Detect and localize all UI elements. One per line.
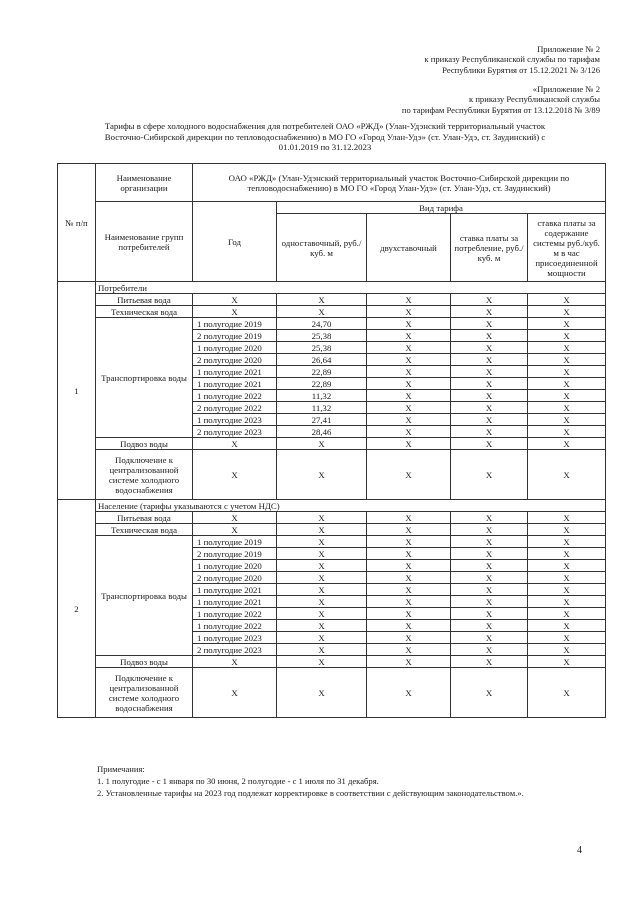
x-mark: Х (367, 366, 451, 378)
table-row (58, 318, 606, 330)
document-title (60, 121, 590, 153)
x-mark: Х (528, 596, 606, 608)
x-mark: Х (193, 306, 277, 318)
appendix-header (424, 44, 600, 75)
header-single-rate: одноставочный, руб./ куб. м (277, 214, 367, 282)
x-mark: Х (277, 632, 367, 644)
x-mark: Х (277, 620, 367, 632)
x-mark: Х (367, 306, 451, 318)
table-row (58, 294, 606, 306)
x-mark: Х (367, 450, 451, 500)
x-mark: Х (367, 330, 451, 342)
x-mark: Х (451, 668, 528, 718)
x-mark: Х (451, 402, 528, 414)
header-consumer-group: Наименование групп потребителей (96, 202, 193, 282)
x-mark: Х (451, 438, 528, 450)
single-rate-value: 22,89 (277, 366, 367, 378)
organization-name: ОАО «РЖД» (Улан-Удэнский территориальный участок Восточно-Сибирской дирекции по тепловодоснабжению) в МО ГО «Город Улан-Удэ» (ст. Улан-Удэ, ст. Заудинский) (193, 164, 606, 202)
row-label-connection: Подключение к централизованной системе холодного водоснабжения (96, 450, 193, 500)
period-cell: 1 полугодие 2021 (193, 596, 277, 608)
single-rate-value: 22,89 (277, 378, 367, 390)
header-two-rate: двухставочный (367, 214, 451, 282)
title-line: Восточно-Сибирской дирекции по тепловодоснабжению) в МО ГО «Город Улан-Удэ» (ст. Улан-Удэ, ст. Заудинский) с (104, 131, 546, 142)
x-mark: Х (528, 608, 606, 620)
x-mark: Х (451, 548, 528, 560)
x-mark: Х (528, 390, 606, 402)
x-mark: Х (367, 342, 451, 354)
table-row (58, 438, 606, 450)
row-label-water-transport: Транспортировка воды (96, 318, 193, 438)
x-mark: Х (277, 572, 367, 584)
page-number: 4 (577, 845, 582, 856)
consumer-group-label: Население (тарифы указываются с учетом НДС) (96, 500, 606, 512)
x-mark: Х (367, 608, 451, 620)
x-mark: Х (528, 366, 606, 378)
x-mark: Х (367, 656, 451, 668)
table-row (58, 536, 606, 548)
header-tariff-type: Вид тарифа (277, 202, 606, 214)
original-appendix-header (402, 84, 600, 115)
section-population (58, 500, 606, 718)
note-item: 2. Установленные тарифы на 2023 год подлежат корректировке в соответствии с действующим законодательством.». (97, 788, 524, 798)
x-mark: Х (277, 668, 367, 718)
title-line: 01.01.2019 по 31.12.2023 (278, 142, 372, 153)
x-mark: Х (277, 596, 367, 608)
x-mark: Х (277, 306, 367, 318)
x-mark: Х (451, 450, 528, 500)
period-cell: 2 полугодие 2020 (193, 572, 277, 584)
x-mark: Х (528, 354, 606, 366)
single-rate-value: 25,38 (277, 330, 367, 342)
row-label-technical-water: Техническая вода (96, 524, 193, 536)
x-mark: Х (528, 342, 606, 354)
x-mark: Х (451, 366, 528, 378)
period-cell: 1 полугодие 2021 (193, 584, 277, 596)
x-mark: Х (277, 536, 367, 548)
x-mark: Х (277, 560, 367, 572)
single-rate-value: 28,46 (277, 426, 367, 438)
single-rate-value: 27,41 (277, 414, 367, 426)
period-cell: 1 полугодие 2021 (193, 366, 277, 378)
title-line: Тарифы в сфере холодного водоснабжения для потребителей ОАО «РЖД» (Улан-Удэнский территориальный участок (104, 121, 546, 131)
x-mark: Х (367, 378, 451, 390)
x-mark: Х (277, 584, 367, 596)
x-mark: Х (367, 438, 451, 450)
table-row (58, 500, 606, 512)
period-cell: 1 полугодие 2019 (193, 536, 277, 548)
appendix-header-line: по тарифам Республики Бурятия от 13.12.2018 № 3/89 (401, 104, 600, 115)
x-mark: Х (367, 536, 451, 548)
appendix-header-line: «Приложение № 2 (532, 84, 600, 94)
x-mark: Х (451, 644, 528, 656)
x-mark: Х (528, 306, 606, 318)
x-mark: Х (451, 342, 528, 354)
x-mark: Х (367, 294, 451, 306)
x-mark: Х (451, 390, 528, 402)
x-mark: Х (528, 572, 606, 584)
row-label-water-delivery: Подвоз воды (96, 438, 193, 450)
appendix-header-line: к приказу Республиканской службы (469, 94, 600, 105)
x-mark: Х (528, 644, 606, 656)
x-mark: Х (367, 402, 451, 414)
x-mark: Х (367, 644, 451, 656)
x-mark: Х (451, 354, 528, 366)
single-rate-value: 25,38 (277, 342, 367, 354)
x-mark: Х (528, 402, 606, 414)
x-mark: Х (451, 536, 528, 548)
row-label-water-delivery: Подвоз воды (96, 656, 193, 668)
x-mark: Х (277, 450, 367, 500)
period-cell: 1 полугодие 2023 (193, 414, 277, 426)
x-mark: Х (528, 426, 606, 438)
x-mark: Х (451, 584, 528, 596)
single-rate-value: 24,70 (277, 318, 367, 330)
x-mark: Х (528, 414, 606, 426)
x-mark: Х (528, 294, 606, 306)
header-maintenance-rate: ставка платы за содержание системы руб./куб. м в час присоединенной мощности (528, 214, 606, 282)
table-row (58, 450, 606, 500)
x-mark: Х (451, 656, 528, 668)
x-mark: Х (277, 548, 367, 560)
x-mark: Х (528, 668, 606, 718)
x-mark: Х (193, 450, 277, 500)
x-mark: Х (277, 644, 367, 656)
single-rate-value: 11,32 (277, 402, 367, 414)
x-mark: Х (451, 608, 528, 620)
period-cell: 1 полугодие 2020 (193, 342, 277, 354)
period-cell: 2 полугодие 2019 (193, 330, 277, 342)
x-mark: Х (277, 512, 367, 524)
row-label-drinking-water: Питьевая вода (96, 512, 193, 524)
x-mark: Х (451, 306, 528, 318)
x-mark: Х (277, 656, 367, 668)
period-cell: 2 полугодие 2023 (193, 644, 277, 656)
x-mark: Х (193, 438, 277, 450)
single-rate-value: 26,64 (277, 354, 367, 366)
period-cell: 1 полугодие 2022 (193, 390, 277, 402)
table-row (58, 282, 606, 294)
row-label-connection: Подключение к централизованной системе холодного водоснабжения (96, 668, 193, 718)
x-mark: Х (528, 548, 606, 560)
row-number: 2 (58, 500, 96, 718)
x-mark: Х (277, 438, 367, 450)
x-mark: Х (528, 536, 606, 548)
appendix-header-line: к приказу Республиканской службы по тарифам (424, 54, 600, 65)
single-rate-value: 11,32 (277, 390, 367, 402)
x-mark: Х (367, 318, 451, 330)
row-label-drinking-water: Питьевая вода (96, 294, 193, 306)
x-mark: Х (528, 632, 606, 644)
x-mark: Х (451, 294, 528, 306)
x-mark: Х (451, 620, 528, 632)
appendix-header-line: Приложение № 2 (537, 44, 600, 54)
header-number: № п/п (58, 164, 96, 282)
tariff-table (57, 163, 606, 718)
header-consumption-rate: ставка платы за потребление, руб./ куб. м (451, 214, 528, 282)
x-mark: Х (528, 330, 606, 342)
period-cell: 1 полугодие 2019 (193, 318, 277, 330)
x-mark: Х (367, 620, 451, 632)
x-mark: Х (193, 656, 277, 668)
x-mark: Х (451, 318, 528, 330)
x-mark: Х (451, 426, 528, 438)
x-mark: Х (277, 524, 367, 536)
x-mark: Х (367, 390, 451, 402)
period-cell: 2 полугодие 2023 (193, 426, 277, 438)
notes (97, 763, 524, 799)
x-mark: Х (451, 572, 528, 584)
x-mark: Х (367, 572, 451, 584)
period-cell: 1 полугодие 2023 (193, 632, 277, 644)
row-number: 1 (58, 282, 96, 500)
x-mark: Х (193, 294, 277, 306)
x-mark: Х (367, 548, 451, 560)
x-mark: Х (367, 414, 451, 426)
x-mark: Х (367, 668, 451, 718)
x-mark: Х (528, 560, 606, 572)
table-row (58, 656, 606, 668)
x-mark: Х (528, 524, 606, 536)
period-cell: 1 полугодие 2020 (193, 560, 277, 572)
x-mark: Х (528, 512, 606, 524)
table-row (58, 512, 606, 524)
header-organization: Наименование организации (96, 164, 193, 202)
x-mark: Х (367, 524, 451, 536)
period-cell: 2 полугодие 2020 (193, 354, 277, 366)
row-label-technical-water: Техническая вода (96, 306, 193, 318)
row-label-water-transport: Транспортировка воды (96, 536, 193, 656)
x-mark: Х (451, 378, 528, 390)
appendix-header-line: Республики Бурятия от 15.12.2021 № 3/126 (442, 64, 600, 75)
x-mark: Х (451, 414, 528, 426)
header-year: Год (193, 202, 277, 282)
x-mark: Х (367, 632, 451, 644)
x-mark: Х (528, 620, 606, 632)
x-mark: Х (528, 584, 606, 596)
table-row (58, 306, 606, 318)
section-consumers (58, 282, 606, 500)
x-mark: Х (451, 632, 528, 644)
x-mark: Х (528, 450, 606, 500)
x-mark: Х (367, 512, 451, 524)
x-mark: Х (277, 294, 367, 306)
period-cell: 1 полугодие 2021 (193, 378, 277, 390)
x-mark: Х (528, 318, 606, 330)
notes-title: Примечания: (97, 764, 145, 774)
x-mark: Х (451, 330, 528, 342)
x-mark: Х (193, 512, 277, 524)
x-mark: Х (451, 524, 528, 536)
note-item: 1. 1 полугодие - с 1 января по 30 июня, 2 полугодие - с 1 июля по 31 декабря. (97, 776, 379, 786)
x-mark: Х (367, 426, 451, 438)
period-cell: 2 полугодие 2022 (193, 402, 277, 414)
table-row (58, 524, 606, 536)
x-mark: Х (528, 378, 606, 390)
x-mark: Х (528, 438, 606, 450)
period-cell: 1 полугодие 2022 (193, 620, 277, 632)
period-cell: 2 полугодие 2019 (193, 548, 277, 560)
x-mark: Х (193, 668, 277, 718)
x-mark: Х (528, 656, 606, 668)
x-mark: Х (367, 560, 451, 572)
x-mark: Х (451, 560, 528, 572)
x-mark: Х (451, 596, 528, 608)
x-mark: Х (451, 512, 528, 524)
x-mark: Х (367, 596, 451, 608)
table-row (58, 668, 606, 718)
consumer-group-label: Потребители (96, 282, 606, 294)
x-mark: Х (193, 524, 277, 536)
x-mark: Х (277, 608, 367, 620)
period-cell: 1 полугодие 2022 (193, 608, 277, 620)
x-mark: Х (367, 584, 451, 596)
x-mark: Х (367, 354, 451, 366)
